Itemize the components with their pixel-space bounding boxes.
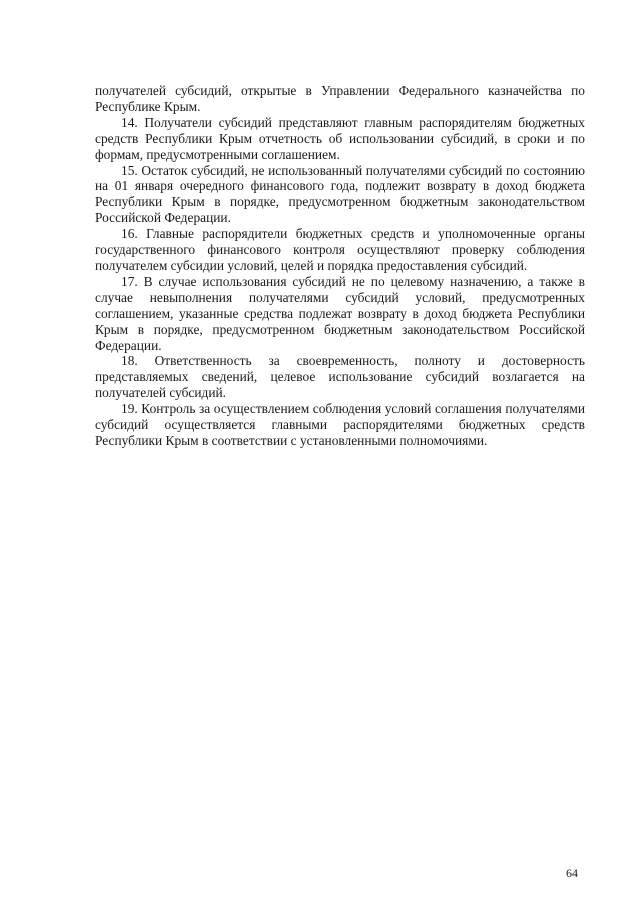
paragraph-16: 16. Главные распорядители бюджетных средств и уполномоченные органы государственного финансового контроля осуществляют проверку соблюдения получателем субсидии условий, целей и порядка предоставления субсидий.: [95, 226, 585, 273]
paragraph-continuation: получателей субсидий, открытые в Управлении Федерального казначейства по Республике Крым.: [95, 83, 585, 114]
paragraph-14: 14. Получатели субсидий представляют главным распорядителям бюджетных средств Республики Крым отчетность об использовании субсидий, в сроки и по формам, предусмотренными соглашением.: [95, 114, 585, 162]
paragraph-18: 18. Ответственность за своевременность, полноту и достоверность представляемых сведений, целевое использование субсидий возлагается на получателей субсидий.: [95, 353, 585, 401]
document-body: [95, 83, 585, 449]
paragraph-19: 19. Контроль за осуществлением соблюдения условий соглашения получателями субсидий осуществляется главными распорядителями бюджетных средств Республики Крым в соответствии с установленными полномочиями.: [95, 401, 585, 448]
paragraph-17: 17. В случае использования субсидий не по целевому назначению, а также в случае невыполнения получателями субсидий условий, предусмотренных соглашением, указанные средства подлежат возврату в доход бюджета Республики Крым в порядке, предусмотренном бюджетным законодательством Российской Федерации.: [95, 273, 585, 353]
page-number: 64: [566, 866, 578, 880]
paragraph-15: 15. Остаток субсидий, не использованный получателями субсидий по состоянию на 01 января очередного финансового года, подлежит возврату в доход бюджета Республики Крым в порядке, предусмотренном бюджетным законодательством Российской Федерации.: [95, 162, 585, 226]
